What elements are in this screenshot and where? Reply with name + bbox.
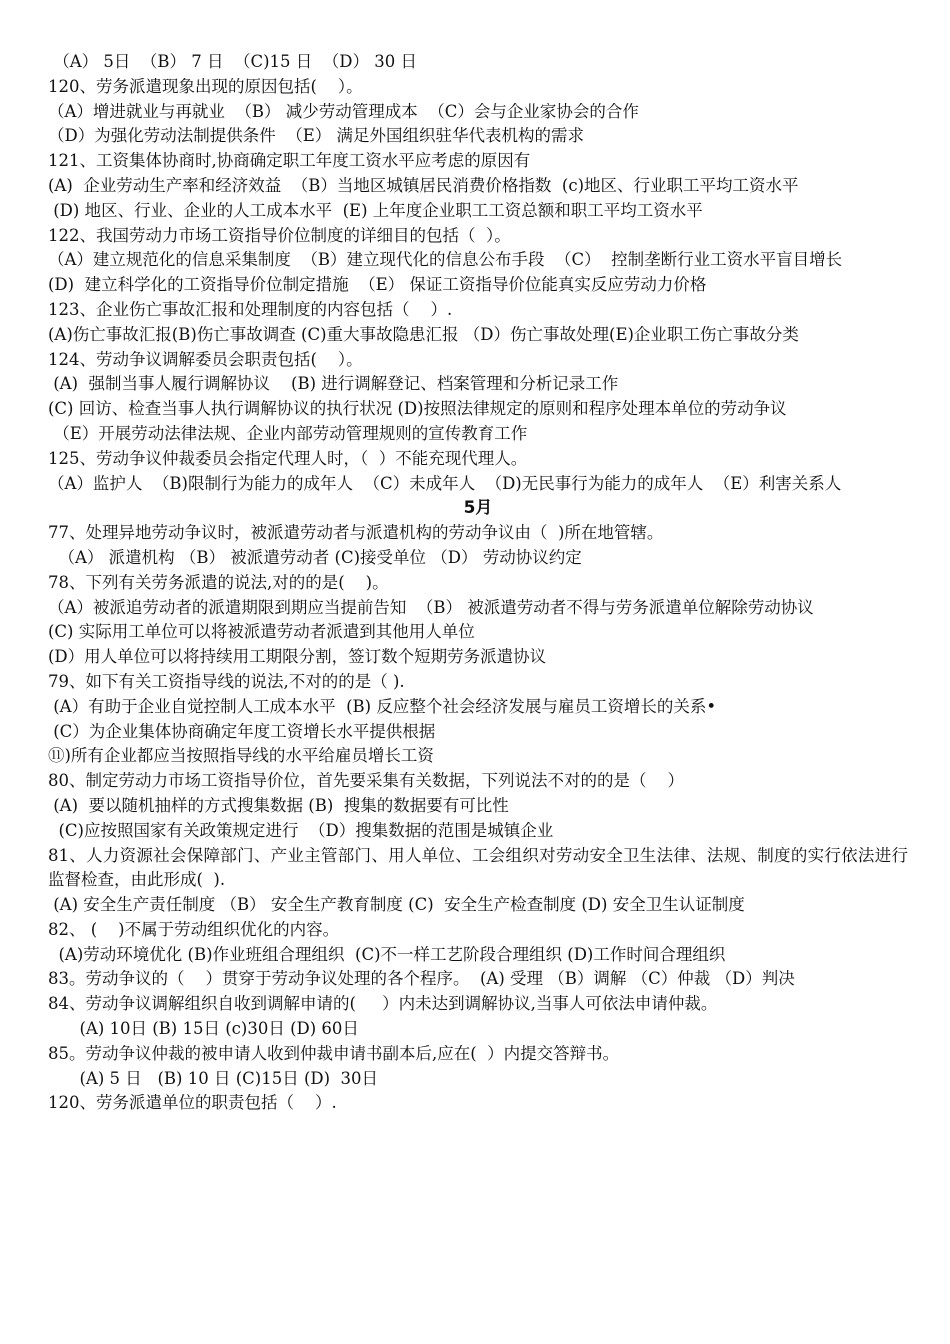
text-line: (C)应按照国家有关政策规定进行 （D）搜集数据的范围是城镇企业 [48, 820, 554, 840]
text-line: 122、我国劳动力市场工资指导价位制度的详细目的包括（ ）。 [48, 225, 511, 245]
text-line: (A)劳动环境优化 (B)作业班组合理组织 (C)不一样工艺阶段合理组织 (D)工作时间合理组织 [48, 944, 726, 964]
text-line: (A) 企业劳动生产率和经济效益 （B）当地区城镇居民消费价格指数 (c)地区、行业职工平均工资水平 [48, 175, 799, 195]
text-line: 84、劳动争议调解组织自收到调解申请的( ）内未达到调解协议,当事人可依法申请仲裁。 [48, 994, 718, 1014]
text-line: (A) 5 日 (B) 10 日 (C)15日 (D) 30日 [48, 1068, 379, 1088]
text-line: (A) 强制当事人履行调解协议 (B) 进行调解登记、档案管理和分析记录工作 [48, 374, 619, 394]
text-line: 80、制定劳动力市场工资指导价位，首先要采集有关数据，下列说法不对的的是（ ） [48, 771, 684, 791]
text-line: (D）用人单位可以将持续用工期限分割，签订数个短期劳务派遣协议 [48, 647, 547, 667]
text-line: 120、劳务派遣现象出现的原因包括( ）。 [48, 76, 363, 96]
text-line: 83。劳动争议的（ ）贯穿于劳动争议处理的各个程序。 (A) 受理 （B）调解 （C）仲裁 （D）判决 [48, 969, 795, 989]
text-line: (A) 安全生产责任制度 （B） 安全生产教育制度 (C) 安全生产检查制度 (D) 安全卫生认证制度 [48, 895, 745, 915]
text-line: （D）为强化劳动法制提供条件 （E） 满足外国组织驻华代表机构的需求 [48, 126, 585, 146]
text-line: （A）建立规范化的信息采集制度 （B）建立现代化的信息公布手段 （C） 控制垄断行业工资水平盲目增长 [48, 250, 843, 270]
text-line: (C）为企业集体协商确定年度工资增长水平提供根据 [48, 721, 436, 741]
text-line: 125、劳动争议仲裁委员会指定代理人时，（ ）不能充现代理人。 [48, 448, 528, 468]
text-line: (A) 10日 (B) 15日 (c)30日 (D) 60日 [48, 1019, 359, 1039]
text-line: 120、劳务派遣单位的职责包括（ ）. [48, 1093, 337, 1113]
text-line: （A）监护人 （B)限制行为能力的成年人 （C）未成年人 （D)无民事行为能力的成年人 （E）利害关系人 [48, 473, 842, 493]
text-line: 82、 ( )不属于劳动组织优化的内容。 [48, 919, 340, 939]
text-line: 123、企业伤亡事故汇报和处理制度的内容包括（ ）. [48, 299, 453, 319]
text-line: （A） 派遣机构 （B） 被派遣劳动者 (C)接受单位 （D） 劳动协议约定 [48, 547, 582, 567]
section-title: 5月 [463, 498, 493, 519]
text-line: (A) 要以随机抽样的方式搜集数据 (B) 搜集的数据要有可比性 [48, 795, 509, 815]
text-line: 121、工资集体协商时,协商确定职工年度工资水平应考虑的原因有 [48, 151, 531, 171]
text-line: （A）增进就业与再就业 （B） 减少劳动管理成本 （C）会与企业家协会的合作 [48, 101, 639, 121]
text-line: （A） 5日 （B） 7 日 （C)15 日 （D） 30 日 [48, 52, 418, 71]
text-line: 77、处理异地劳动争议时，被派遣劳动者与派遣机构的劳动争议由（ )所在地管辖。 [48, 523, 664, 543]
text-line: （A）被派追劳动者的派遣期限到期应当提前告知 （B） 被派遣劳动者不得与劳务派遣单位解除劳动协议 [48, 597, 814, 617]
text-line: （E）开展劳动法律法规、企业内部劳动管理规则的宣传教育工作 [48, 423, 528, 443]
text-line: 85。劳动争议仲裁的被申请人收到仲裁申请书副本后,应在( ）内提交答辩书。 [48, 1043, 620, 1063]
text-line: 79、如下有关工资指导线的说法,不对的的是（ ). [48, 671, 405, 691]
text-line: ⑪)所有企业都应当按照指导线的水平给雇员增长工资 [48, 746, 434, 766]
text-line: (A）有助于企业自觉控制人工成本水平 (B) 反应整个社会经济发展与雇员工资增长的关系• [48, 696, 717, 716]
text-line: 81、人力资源社会保障部门、产业主管部门、用人单位、工会组织对劳动安全卫生法律、法规、制度的实行依法进行监督检查，由此形成( ). [48, 845, 908, 890]
text-line: (D) 建立科学化的工资指导价位制定措施 （E） 保证工资指导价位能真实反应劳动力价格 [48, 275, 707, 295]
text-line: (A)伤亡事故汇报(B)伤亡事故调查 (C)重大事故隐患汇报 （D）伤亡事故处理(E)企业职工伤亡事故分类 [48, 324, 799, 344]
text-line: 124、劳动争议调解委员会职责包括( ）。 [48, 349, 363, 369]
text-line: (C) 回访、检查当事人执行调解协议的执行状况 (D)按照法律规定的原则和程序处理本单位的劳动争议 [48, 399, 787, 419]
text-line: (C) 实际用工单位可以将被派遣劳动者派遣到其他用人单位 [48, 622, 475, 642]
text-line: (D) 地区、行业、企业的人工成本水平 (E) 上年度企业职工工资总额和职工平均工资水平 [48, 200, 703, 220]
document-body [48, 50, 908, 1116]
text-line: 78、下列有关劳务派遣的说法,对的的是( )。 [48, 572, 389, 592]
